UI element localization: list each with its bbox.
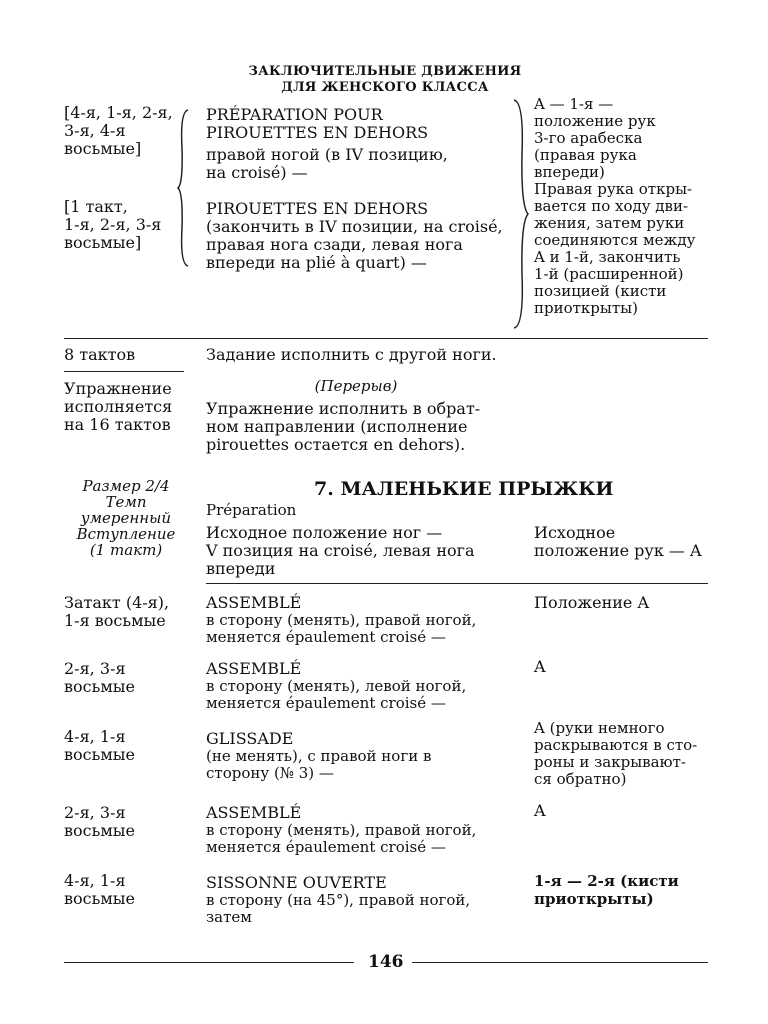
step-desc: в сторону (на 45°), правой ногой, затем bbox=[206, 891, 471, 926]
arms-position: Исходное положение рук — A bbox=[534, 523, 702, 560]
preparation-label: Préparation bbox=[206, 501, 297, 519]
break-label: (Перерыв) bbox=[314, 377, 398, 395]
arms-cell: A bbox=[534, 801, 546, 820]
music-meta: Размер 2/4 Темп умеренный Вступление (1 такт) bbox=[76, 477, 176, 559]
step-desc: (не менять), с правой ноги в сторону (№ 3) — bbox=[206, 747, 432, 782]
count-cell: [1 такт, 1-я, 2-я, 3-я восьмые] bbox=[64, 197, 162, 252]
step-desc: в сторону (менять), правой ногой, меняется épaulement croisé — bbox=[206, 821, 477, 856]
arms-cell: Положение A bbox=[534, 593, 650, 612]
footer-rule-right bbox=[412, 962, 708, 963]
right-brace bbox=[510, 98, 530, 330]
section-heading: ЗАКЛЮЧИТЕЛЬНЫЕ ДВИЖЕНИЯ ДЛЯ ЖЕНСКОГО КЛАССА bbox=[248, 64, 522, 95]
instruction-text: Задание исполнить с другой ноги. bbox=[206, 345, 497, 364]
step-desc: в сторону (менять), левой ногой, меняется épaulement croisé — bbox=[206, 677, 467, 712]
arms-cell: 1-я — 2-я (кисти приоткрыты) bbox=[534, 872, 679, 908]
divider bbox=[206, 583, 708, 584]
step-title: ASSEMBLÉ bbox=[206, 803, 302, 822]
footer-rule-left bbox=[64, 962, 354, 963]
count-cell: 4-я, 1-я восьмые bbox=[64, 727, 135, 764]
divider bbox=[64, 338, 708, 339]
arms-cell: A (руки немного раскрываются в сто- роны и закрывают- ся обратно) bbox=[534, 719, 698, 788]
step-title: ASSEMBLÉ bbox=[206, 593, 302, 612]
section-title: 7. МАЛЕНЬКИЕ ПРЫЖКИ bbox=[314, 478, 614, 500]
move-title: PRÉPARATION POUR PIROUETTES EN DEHORS bbox=[206, 105, 429, 142]
left-brace bbox=[176, 108, 192, 268]
arms-description: A — 1-я — положение рук 3-го арабеска (правая рука впереди) Правая рука откры- вается по ходу дви- жения, затем руки соединяются между A и 1-й, закончить 1-й (расширенной) позицией (кисти приоткрыты) bbox=[534, 95, 696, 317]
step-title: SISSONNE OUVERTE bbox=[206, 873, 387, 892]
step-title: GLISSADE bbox=[206, 729, 294, 748]
count-cell: 2-я, 3-я восьмые bbox=[64, 659, 135, 696]
count-cell: Затакт (4-я), 1-я восьмые bbox=[64, 593, 170, 630]
divider bbox=[64, 371, 184, 372]
page-number: 146 bbox=[368, 952, 404, 972]
arms-cell: A bbox=[534, 657, 546, 676]
instruction-text: Упражнение исполнить в обрат- ном направлении (исполнение pirouettes остается en dehors). bbox=[206, 399, 481, 454]
step-title: ASSEMBLÉ bbox=[206, 659, 302, 678]
move-desc: (закончить в IV позиции, на croisé, правая нога сзади, левая нога впереди на plié à quart) — bbox=[206, 217, 503, 272]
count-cell: 2-я, 3-я восьмые bbox=[64, 803, 135, 840]
count-cell: 4-я, 1-я восьмые bbox=[64, 871, 135, 908]
move-desc: правой ногой (в IV позицию, на croisé) — bbox=[206, 145, 448, 182]
count-cell: 8 тактов bbox=[64, 345, 136, 364]
legs-position: Исходное положение ног — V позиция на croisé, левая нога впереди bbox=[206, 523, 475, 578]
count-cell: Упражнение исполняется на 16 тактов bbox=[64, 379, 173, 434]
step-desc: в сторону (менять), правой ногой, меняется épaulement croisé — bbox=[206, 611, 477, 646]
move-title: PIROUETTES EN DEHORS bbox=[206, 199, 429, 218]
count-cell: [4-я, 1-я, 2-я, 3-я, 4-я восьмые] bbox=[64, 103, 173, 158]
